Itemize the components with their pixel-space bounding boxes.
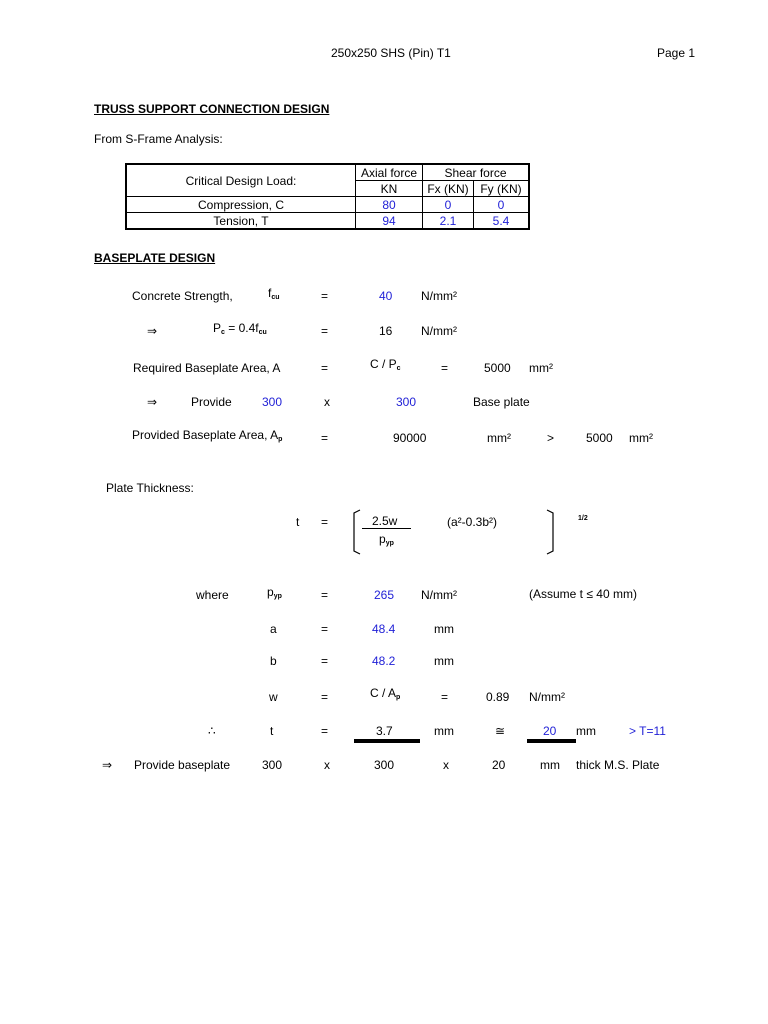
pyp-symbol: $p_{yp}$ — [267, 585, 282, 600]
a-value: 48.4 — [372, 622, 396, 636]
truss-heading: TRUSS SUPPORT CONNECTION DESIGN — [94, 102, 330, 116]
shear-header: Shear force — [423, 164, 530, 181]
implies-symbol: ⇒ — [147, 324, 158, 338]
table-label: Critical Design Load: — [126, 164, 356, 197]
equals-sign: = — [321, 289, 329, 303]
unit-label: mm — [540, 758, 560, 772]
unit-label: mm² — [529, 361, 553, 375]
where-label: where — [196, 588, 229, 602]
right-bracket-icon — [545, 509, 557, 555]
unit-label: N/mm² — [529, 690, 565, 704]
equals-sign: = — [321, 690, 329, 704]
row-fx: 2.1 — [423, 213, 474, 230]
b-symbol: b — [270, 654, 277, 668]
provide-baseplate-label: Provide baseplate — [134, 758, 231, 772]
t-chosen-value: 20 — [543, 724, 557, 738]
unit-label: mm — [434, 622, 454, 636]
equals-sign: = — [321, 515, 329, 529]
provided-area-value: 90000 — [393, 431, 427, 445]
plate-thickness-label: Plate Thickness: — [106, 481, 194, 495]
row-fy: 5.4 — [474, 213, 530, 230]
equals-sign: = — [441, 361, 449, 375]
fcu-symbol: $f_{cu}$ — [268, 286, 280, 301]
required-area-label: Required Baseplate Area, A — [133, 361, 281, 375]
t-symbol: t — [270, 724, 274, 738]
times-symbol: x — [443, 758, 449, 772]
approx-symbol: ≅ — [495, 724, 506, 738]
equals-sign: = — [321, 361, 329, 375]
provide-height: 300 — [396, 395, 417, 409]
unit-label: mm² — [629, 431, 653, 445]
implies-symbol: ⇒ — [147, 395, 158, 409]
provide-width: 300 — [262, 395, 283, 409]
bracket-term: (a²-0.3b²) — [447, 515, 498, 529]
c-over-pc: C / $P_c$ — [370, 357, 401, 372]
unit-label: mm — [434, 724, 454, 738]
unit-label: mm — [434, 654, 454, 668]
row-fx: 0 — [423, 197, 474, 213]
equals-sign: = — [321, 724, 329, 738]
times-symbol: x — [324, 395, 330, 409]
b-value: 48.2 — [372, 654, 396, 668]
unit-label: mm² — [487, 431, 511, 445]
w-symbol: w — [269, 690, 278, 704]
concrete-value: 40 — [379, 289, 393, 303]
required-area-compare: 5000 — [586, 431, 613, 445]
provided-area-label: Provided Baseplate Area, $A_p$ — [132, 428, 283, 443]
equals-sign: = — [321, 431, 329, 445]
plate-description: thick M.S. Plate — [576, 758, 660, 772]
pc-value: 16 — [379, 324, 393, 338]
equals-sign: = — [321, 588, 329, 602]
axial-header: Axial force — [356, 164, 423, 181]
t-symbol: t — [296, 515, 300, 529]
t-value: 3.7 — [376, 724, 393, 738]
baseplate-heading: BASEPLATE DESIGN — [94, 251, 216, 265]
left-bracket-icon — [350, 509, 362, 555]
row-name: Compression, C — [126, 197, 356, 213]
table-row — [126, 213, 529, 230]
equals-sign: = — [321, 622, 329, 636]
fy-header: Fy (KN) — [474, 181, 530, 197]
w-value: 0.89 — [486, 690, 510, 704]
pc-formula: $P_c = 0.4f_{cu}$ — [213, 321, 267, 336]
final-height: 300 — [374, 758, 395, 772]
equals-sign: = — [321, 324, 329, 338]
analysis-intro: From S-Frame Analysis: — [94, 132, 223, 146]
concrete-label: Concrete Strength, — [132, 289, 233, 303]
document-title: 250x250 SHS (Pin) T1 — [331, 46, 451, 60]
design-load-table — [125, 163, 530, 230]
fraction-denominator: $p_{yp}$ — [379, 532, 394, 547]
greater-than-symbol: > — [547, 431, 555, 445]
row-name: Tension, T — [126, 213, 356, 230]
axial-unit: KN — [356, 181, 423, 197]
row-axial: 80 — [356, 197, 423, 213]
equals-sign: = — [321, 654, 329, 668]
t-chosen-underline — [527, 739, 576, 743]
fx-header: Fx (KN) — [423, 181, 474, 197]
page-number: Page 1 — [657, 46, 696, 60]
assume-note: (Assume t ≤ 40 mm) — [529, 587, 637, 601]
final-thickness: 20 — [492, 758, 506, 772]
unit-label: mm — [576, 724, 596, 738]
times-symbol: x — [324, 758, 330, 772]
required-area-value: 5000 — [484, 361, 511, 375]
exponent: 1/2 — [578, 515, 588, 522]
unit-label: N/mm² — [421, 588, 457, 602]
provide-label: Provide — [191, 395, 232, 409]
unit-label: N/mm² — [421, 289, 457, 303]
therefore-symbol: ∴ — [208, 724, 216, 738]
row-fy: 0 — [474, 197, 530, 213]
fraction-numerator: 2.5w — [372, 514, 398, 528]
implies-symbol: ⇒ — [102, 758, 113, 772]
unit-label: N/mm² — [421, 324, 457, 338]
row-axial: 94 — [356, 213, 423, 230]
final-width: 300 — [262, 758, 283, 772]
pyp-value: 265 — [374, 588, 395, 602]
c-over-ap: C / $A_p$ — [370, 686, 401, 701]
a-symbol: a — [270, 622, 277, 636]
fraction-line — [362, 528, 411, 529]
equals-sign: = — [441, 690, 449, 704]
t-underline — [354, 739, 420, 743]
base-plate-label: Base plate — [473, 395, 530, 409]
table-row — [126, 197, 529, 213]
t-note: > T=11 — [629, 724, 666, 738]
